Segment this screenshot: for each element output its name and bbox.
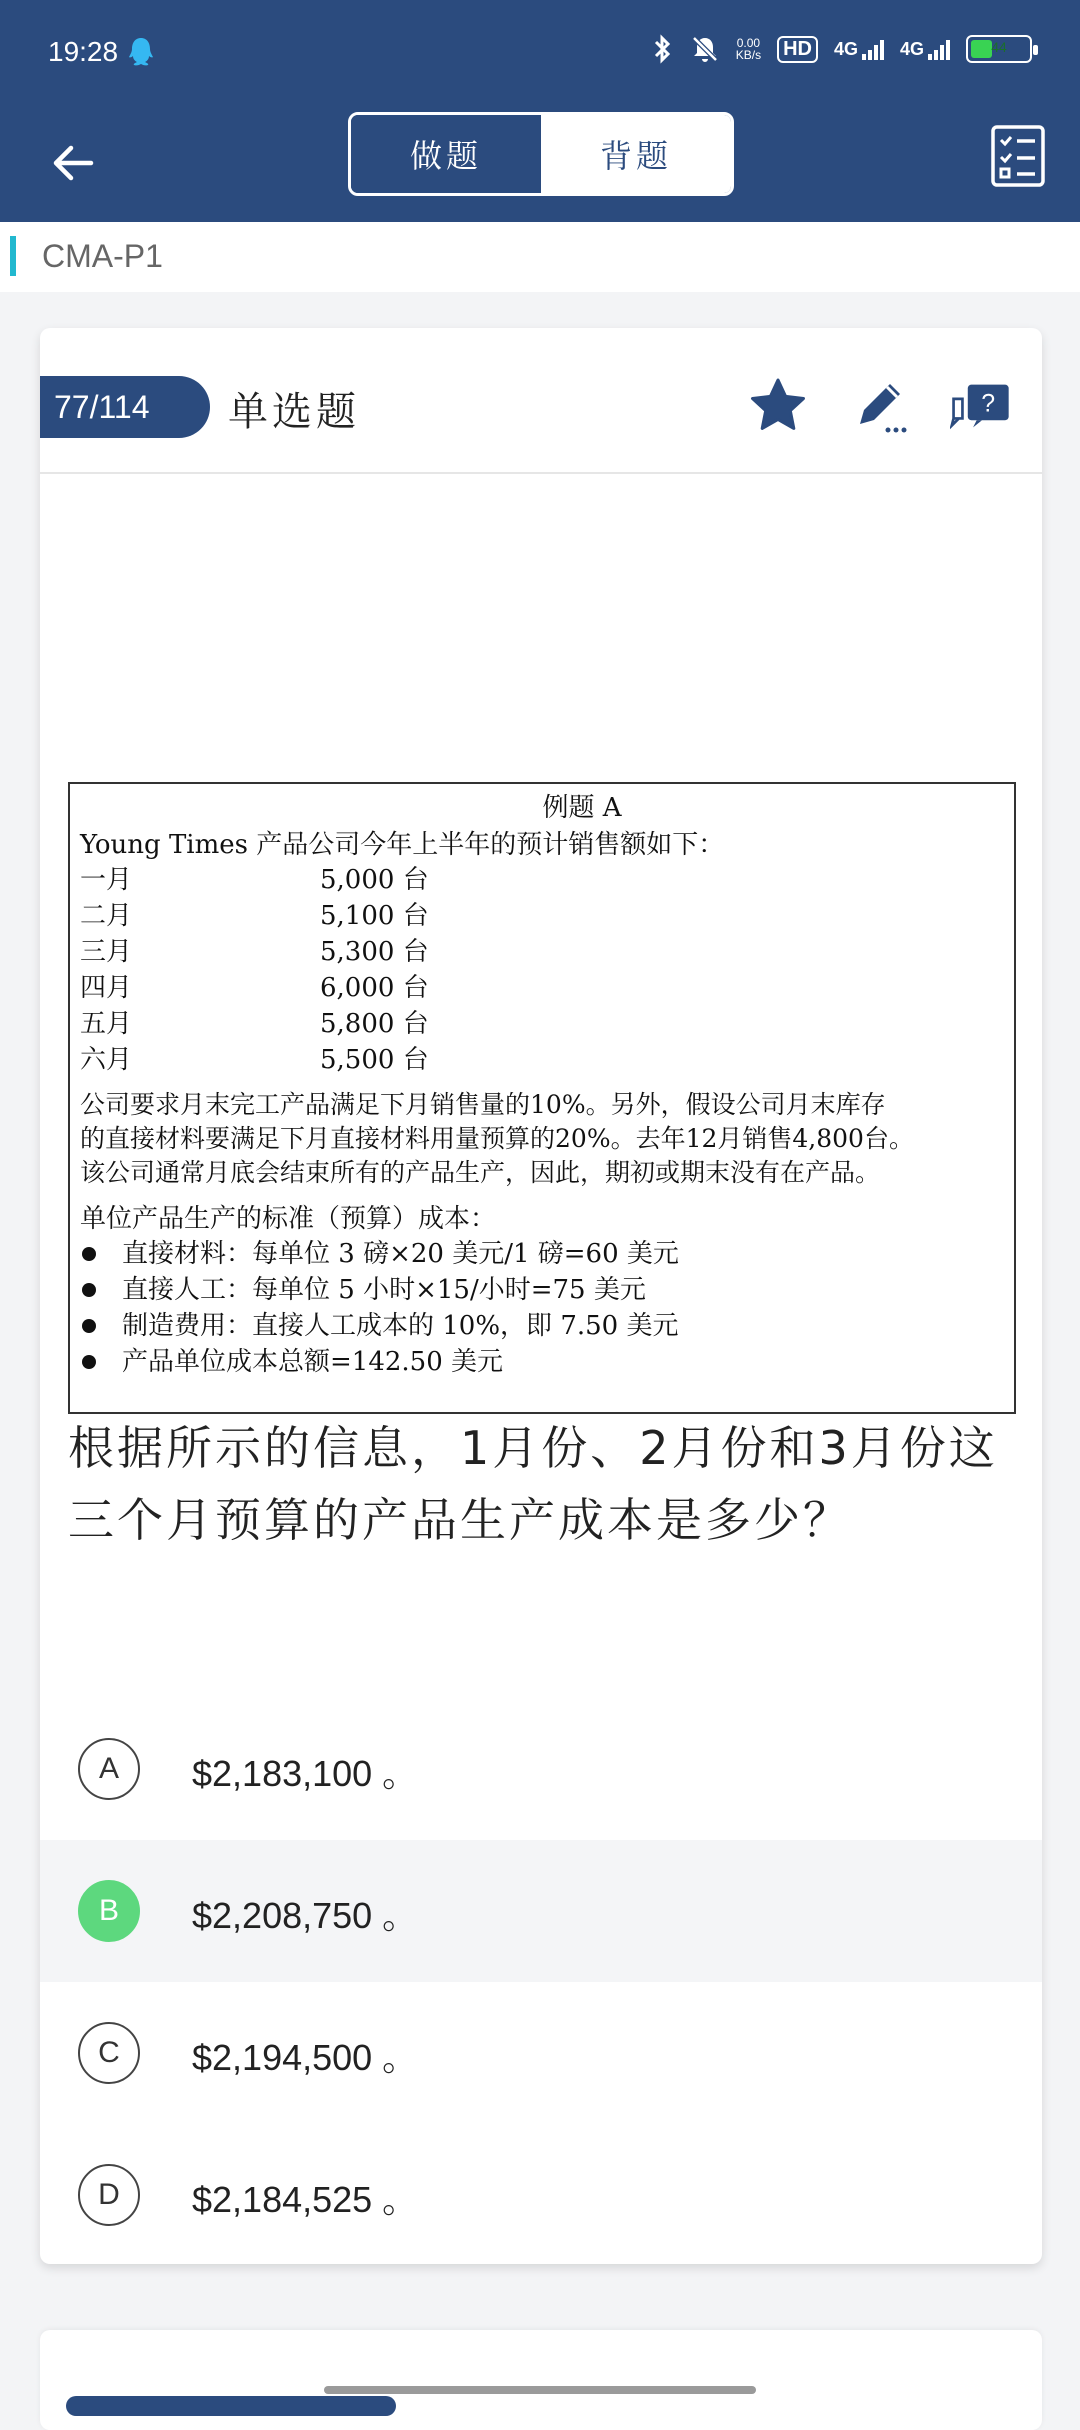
example-title: 例题 A: [542, 793, 622, 823]
option-a[interactable]: [40, 1698, 1042, 1840]
option-text: $2,194,500 。: [192, 2037, 419, 2078]
month-row: 三月 5,300 台: [80, 937, 429, 967]
next-card-counter: [66, 2396, 396, 2416]
mute-icon: [690, 34, 720, 64]
status-bar: [0, 0, 1080, 110]
month-row: 一月 5,000 台: [80, 865, 429, 895]
cost-item: 直接材料：每单位 3 磅×20 美元/1 磅=60 美元: [80, 1236, 1004, 1272]
tab-memorize[interactable]: 背题: [541, 115, 731, 193]
question-type: 单选题: [228, 389, 360, 435]
answer-sheet-icon[interactable]: [990, 124, 1046, 188]
signal-icon: 4G: [834, 38, 884, 60]
card-header: [40, 328, 1042, 474]
option-key: C: [78, 2022, 140, 2084]
question-card: [40, 328, 1042, 2264]
example-figure: [68, 782, 1016, 1414]
edit-note-icon[interactable]: [850, 374, 914, 438]
back-button[interactable]: [40, 130, 106, 196]
network-speed: 0.00 KB/s: [735, 36, 762, 62]
hd-voice-badge: HD: [777, 36, 818, 63]
arrow-left-icon: [49, 139, 97, 187]
option-key: A: [78, 1738, 140, 1800]
option-c[interactable]: [40, 1982, 1042, 2124]
option-text: $2,183,100 。: [192, 1753, 419, 1794]
qq-icon: [126, 36, 156, 70]
month-row: 六月 5,500 台: [80, 1045, 429, 1075]
option-key: B: [78, 1880, 140, 1942]
cost-title: 单位产品生产的标准（预算）成本：: [80, 1204, 497, 1234]
course-accent-bar: [10, 236, 16, 276]
option-text: $2,184,525 。: [192, 2179, 419, 2220]
cost-item: 制造费用：直接人工成本的 10%，即 7.50 美元: [80, 1308, 1004, 1344]
home-indicator[interactable]: [324, 2386, 756, 2394]
star-icon[interactable]: [746, 374, 810, 438]
option-text: $2,208,750 。: [192, 1895, 419, 1936]
example-intro: Young Times 产品公司今年上半年的预计销售额如下：: [80, 830, 725, 860]
status-time: 19:28: [48, 36, 119, 67]
course-label-bar: [0, 222, 1080, 292]
month-row: 四月 6,000 台: [80, 973, 429, 1003]
feedback-question-icon[interactable]: [950, 374, 1014, 438]
cost-item: 直接人工：每单位 5 小时×15/小时=75 美元: [80, 1272, 1004, 1308]
bluetooth-icon: [652, 34, 674, 64]
example-paragraph: 公司要求月末完工产品满足下月销售量的10%。另外，假设公司月末库存 的直接材料要满足下月直接材料用量预算的20%。去年12月销售4,800台。 该公司通常月底会结束所有的产品生产，因此，期初或期末没有在产品。: [80, 1090, 914, 1187]
option-key: D: [78, 2164, 140, 2226]
question-counter: 77/114: [40, 376, 210, 438]
battery-level: 44: [991, 39, 1007, 55]
signal-icon-sim2: 4G: [900, 38, 950, 60]
next-question-card[interactable]: [40, 2330, 1042, 2430]
status-icons: [652, 34, 1032, 64]
option-b[interactable]: [40, 1840, 1042, 1982]
svg-text:?: ?: [981, 389, 996, 418]
question-text: 根据所示的信息，1月份、2月份和3月份这三个月预算的产品生产成本是多少？: [68, 1421, 998, 1547]
app-header: [0, 110, 1080, 222]
tab-practice[interactable]: 做题: [351, 115, 541, 193]
mode-switch: [348, 112, 734, 196]
option-d[interactable]: [40, 2124, 1042, 2264]
top-bar: [0, 0, 1080, 222]
month-row: 二月 5,100 台: [80, 901, 429, 931]
cost-item: 产品单位成本总额=142.50 美元: [80, 1344, 1004, 1380]
month-row: 五月 5,800 台: [80, 1009, 429, 1039]
battery-icon: [966, 35, 1032, 63]
course-name: CMA-P1: [42, 238, 163, 274]
